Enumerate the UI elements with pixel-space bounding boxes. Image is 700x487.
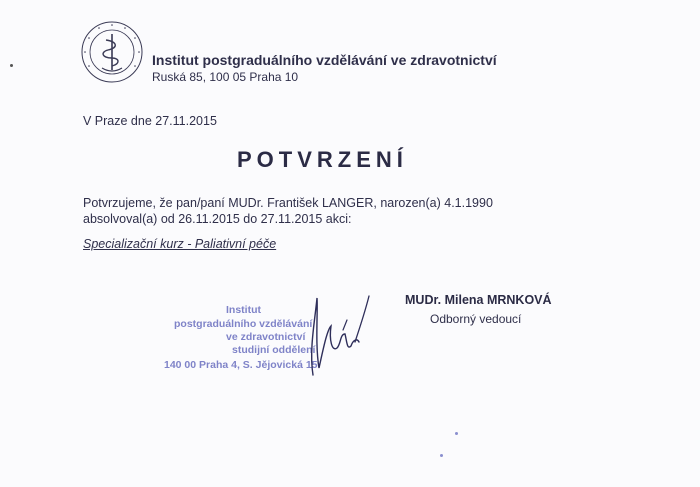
course-name: Specializační kurz - Paliativní péče	[83, 237, 277, 251]
place-and-date: V Praze dne 27.11.2015	[83, 114, 217, 128]
stamp-line: 140 00 Praha 4, S. Jějovická 15	[164, 359, 318, 371]
stamp-line: Institut	[226, 304, 261, 316]
signer-role: Odborný vedoucí	[430, 312, 522, 326]
stamp-line: postgraduálního vzdělávání	[174, 318, 313, 330]
institution-address: Ruská 85, 100 05 Praha 10	[152, 70, 299, 84]
confirmation-text-line2: absolvoval(a) od 26.11.2015 do 27.11.2015 akci:	[83, 212, 352, 226]
stamp-line: studijní oddělení	[232, 344, 316, 356]
institution-name: Institut postgraduálního vzdělávání ve zdravotnictví	[152, 52, 497, 68]
ink-speck	[455, 432, 458, 435]
confirmation-text-line1: Potvrzujeme, že pan/paní MUDr. František LANGER, narozen(a) 4.1.1990	[83, 196, 493, 210]
institution-seal-icon	[80, 20, 144, 84]
document-title: POTVRZENÍ	[237, 147, 408, 172]
handwritten-signature	[285, 290, 380, 380]
ink-speck	[10, 64, 13, 67]
stamp-line: ve zdravotnictví	[226, 331, 306, 343]
ink-speck	[440, 454, 443, 457]
signer-name: MUDr. Milena MRNKOVÁ	[405, 293, 552, 307]
